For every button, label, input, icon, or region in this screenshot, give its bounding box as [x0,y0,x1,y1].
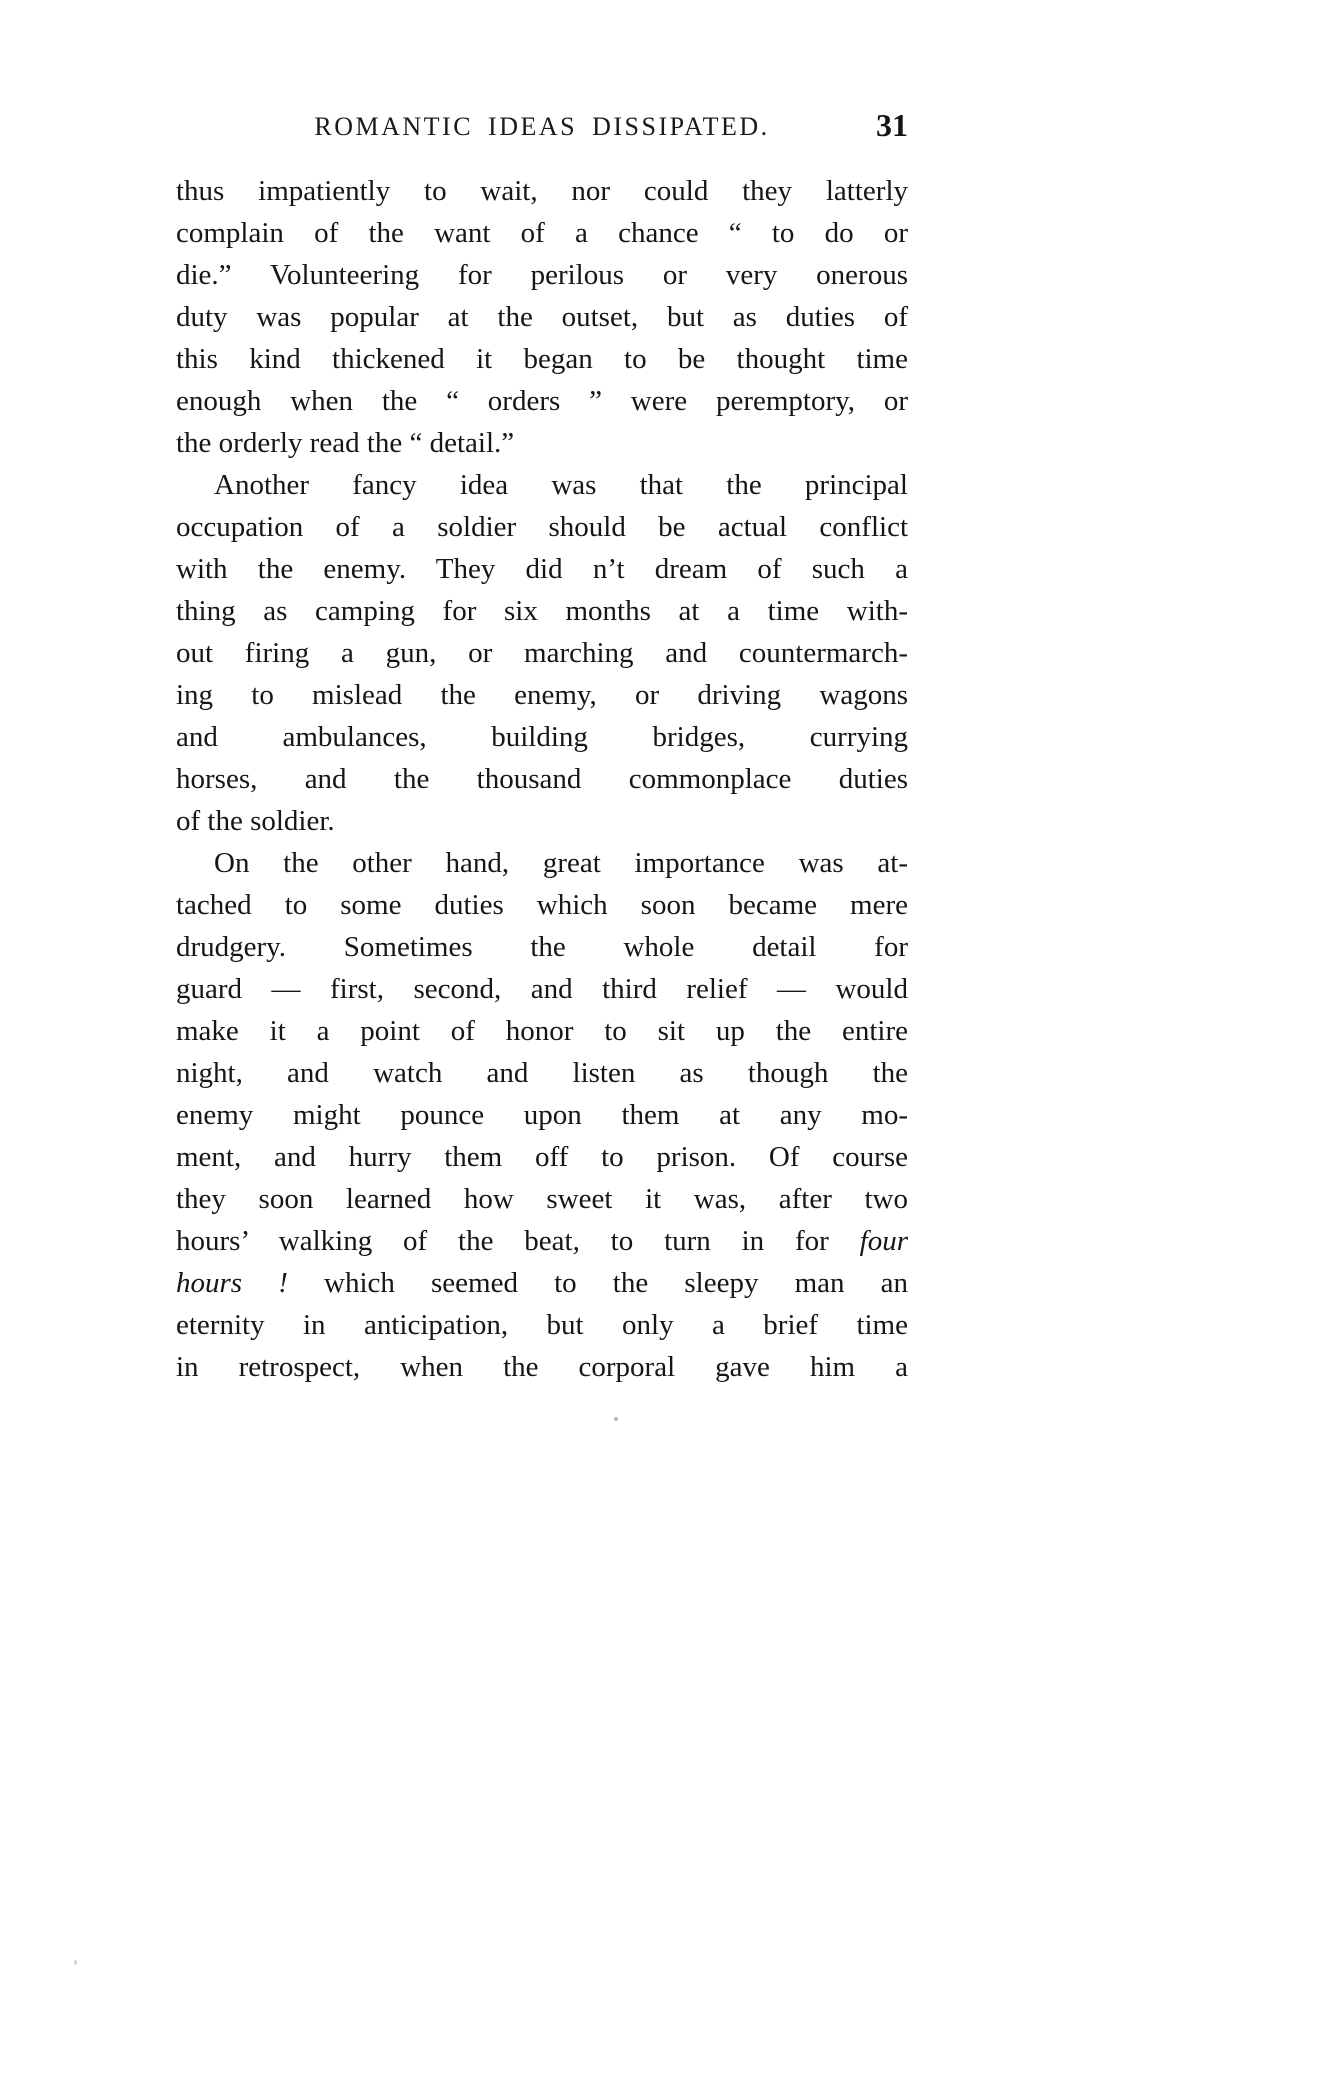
paragraph [176,170,908,464]
text-line: hours ! which seemed to the sleepy man an [176,1267,909,1299]
book-page [176,0,908,2085]
text-line: drudgery. Sometimes the whole detail for [176,931,908,963]
page-body [176,170,908,1388]
paragraph [176,464,908,842]
page-header [176,100,908,142]
text-line: enemy might pounce upon them at any mo- [176,1099,908,1131]
text-line: eternity in anticipation, but only a brief time [176,1309,908,1341]
text-line: ment, and hurry them off to prison. Of course [176,1141,908,1173]
text-line: die.” Volunteering for perilous or very onerous [176,259,908,291]
text-line: Another fancy idea was that the principal [214,469,908,501]
text-line: complain of the want of a chance “ to do or [176,217,908,249]
text-line: and ambulances, building bridges, currying [176,721,908,753]
text-line: tached to some duties which soon became mere [176,889,908,921]
text-line: night, and watch and listen as though the [176,1057,908,1089]
paragraph [176,842,908,1388]
text-line: hours’ walking of the beat, to turn in for four [176,1225,908,1257]
text-line: they soon learned how sweet it was, after two [176,1183,908,1215]
text-line: thus impatiently to wait, nor could they latterly [176,175,908,207]
text-line: with the enemy. They did n’t dream of such a [176,553,908,585]
scan-artifact [74,1960,77,1965]
text-line: thing as camping for six months at a time with- [176,595,908,627]
text-line: make it a point of honor to sit up the entire [176,1015,908,1047]
text-line: out firing a gun, or marching and countermarch- [176,637,908,669]
text-line: On the other hand, great importance was at- [214,847,908,879]
text-line: the orderly read the “ detail.” [176,427,515,459]
text-line: enough when the “ orders ” were peremptory, or [176,385,908,417]
text-line: this kind thickened it began to be thought time [176,343,908,375]
text-line: ing to mislead the enemy, or driving wagons [176,679,908,711]
running-header-title: ROMANTIC IDEAS DISSIPATED. [314,112,770,141]
page-number: 31 [876,107,908,143]
text-line: in retrospect, when the corporal gave him a [176,1351,908,1383]
text-line: guard — first, second, and third relief — would [176,973,908,1005]
scan-artifact [614,1417,618,1421]
text-line: duty was popular at the outset, but as duties of [176,301,908,333]
text-line: occupation of a soldier should be actual conflict [176,511,908,543]
text-line: horses, and the thousand commonplace duties [176,763,908,795]
text-line: of the soldier. [176,805,335,837]
